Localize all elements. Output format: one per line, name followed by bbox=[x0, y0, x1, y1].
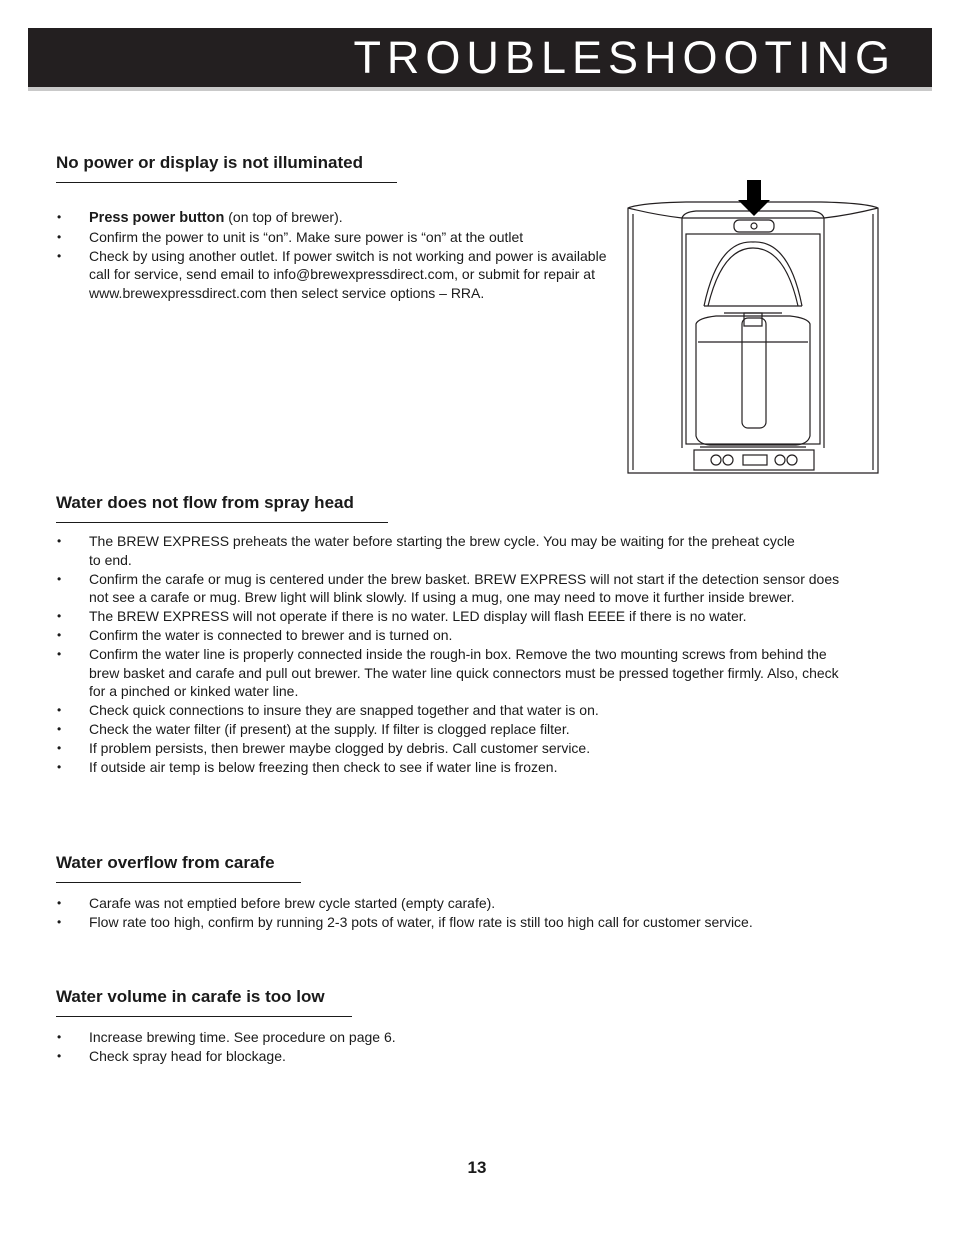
section-low-volume bbox=[56, 987, 846, 1066]
list-item: • Carafe was not emptied before brew cycle started (empty carafe). bbox=[56, 894, 886, 913]
brewer-illustration bbox=[626, 178, 880, 476]
section-overflow bbox=[56, 853, 886, 932]
list-item: • Confirm the power to unit is “on”. Make sure power is “on” at the outlet bbox=[56, 228, 616, 247]
list-item: • If outside air temp is below freezing then check to see if water line is frozen. bbox=[56, 758, 846, 777]
list-item: • If problem persists, then brewer maybe clogged by debris. Call customer service. bbox=[56, 739, 846, 758]
list-item: • Confirm the water is connected to brewer and is turned on. bbox=[56, 626, 846, 645]
list-item: • Check by using another outlet. If power switch is not working and power is available call for service, send email to info@brewexpressdirect.com, or submit for repair at www.brewexpressdirect.com then select service options – RRA. bbox=[56, 247, 616, 303]
section-heading: Water does not flow from spray head bbox=[56, 493, 388, 523]
bullet-list bbox=[56, 1028, 846, 1066]
page-title: TROUBLESHOOTING bbox=[353, 32, 896, 83]
page-number: 13 bbox=[467, 1158, 487, 1177]
list-item: • Confirm the water line is properly connected inside the rough-in box. Remove the two mounting screws from behind the brew basket and carafe and pull out brewer. The water line quick connectors must be pressed together firmly. Also, check for a pinched or kinked water line. bbox=[56, 645, 846, 701]
bullet-list bbox=[56, 894, 886, 932]
section-no-power bbox=[56, 153, 616, 303]
section-heading: No power or display is not illuminated bbox=[56, 153, 397, 183]
list-item: • Check quick connections to insure they are snapped together and that water is on. bbox=[56, 701, 846, 720]
list-item: • Check spray head for blockage. bbox=[56, 1047, 846, 1066]
list-item: • Flow rate too high, confirm by running 2-3 pots of water, if flow rate is still too high call for customer service. bbox=[56, 913, 886, 932]
list-item: • The BREW EXPRESS preheats the water before starting the brew cycle. You may be waiting for the preheat cycle to end. bbox=[56, 532, 846, 570]
list-item: • The BREW EXPRESS will not operate if there is no water. LED display will flash EEEE if there is no water. bbox=[56, 607, 846, 626]
list-item: • Check the water filter (if present) at the supply. If filter is clogged replace filter. bbox=[56, 720, 846, 739]
list-item: • Confirm the carafe or mug is centered under the brew basket. BREW EXPRESS will not start if the detection sensor does not see a carafe or mug. Brew light will blink slowly. If using a mug, one may need to move it further inside brewer. bbox=[56, 570, 846, 608]
bold-text: Press power button bbox=[89, 210, 225, 226]
list-item: • Increase brewing time. See procedure on page 6. bbox=[56, 1028, 846, 1047]
section-heading: Water overflow from carafe bbox=[56, 853, 301, 883]
section-no-flow bbox=[56, 493, 846, 776]
section-heading: Water volume in carafe is too low bbox=[56, 987, 352, 1017]
bullet-list bbox=[56, 208, 616, 303]
list-item: • Press power button (on top of brewer). bbox=[56, 208, 616, 228]
header-banner bbox=[28, 28, 932, 87]
header-banner-shadow bbox=[28, 87, 932, 91]
bullet-list bbox=[56, 532, 846, 776]
